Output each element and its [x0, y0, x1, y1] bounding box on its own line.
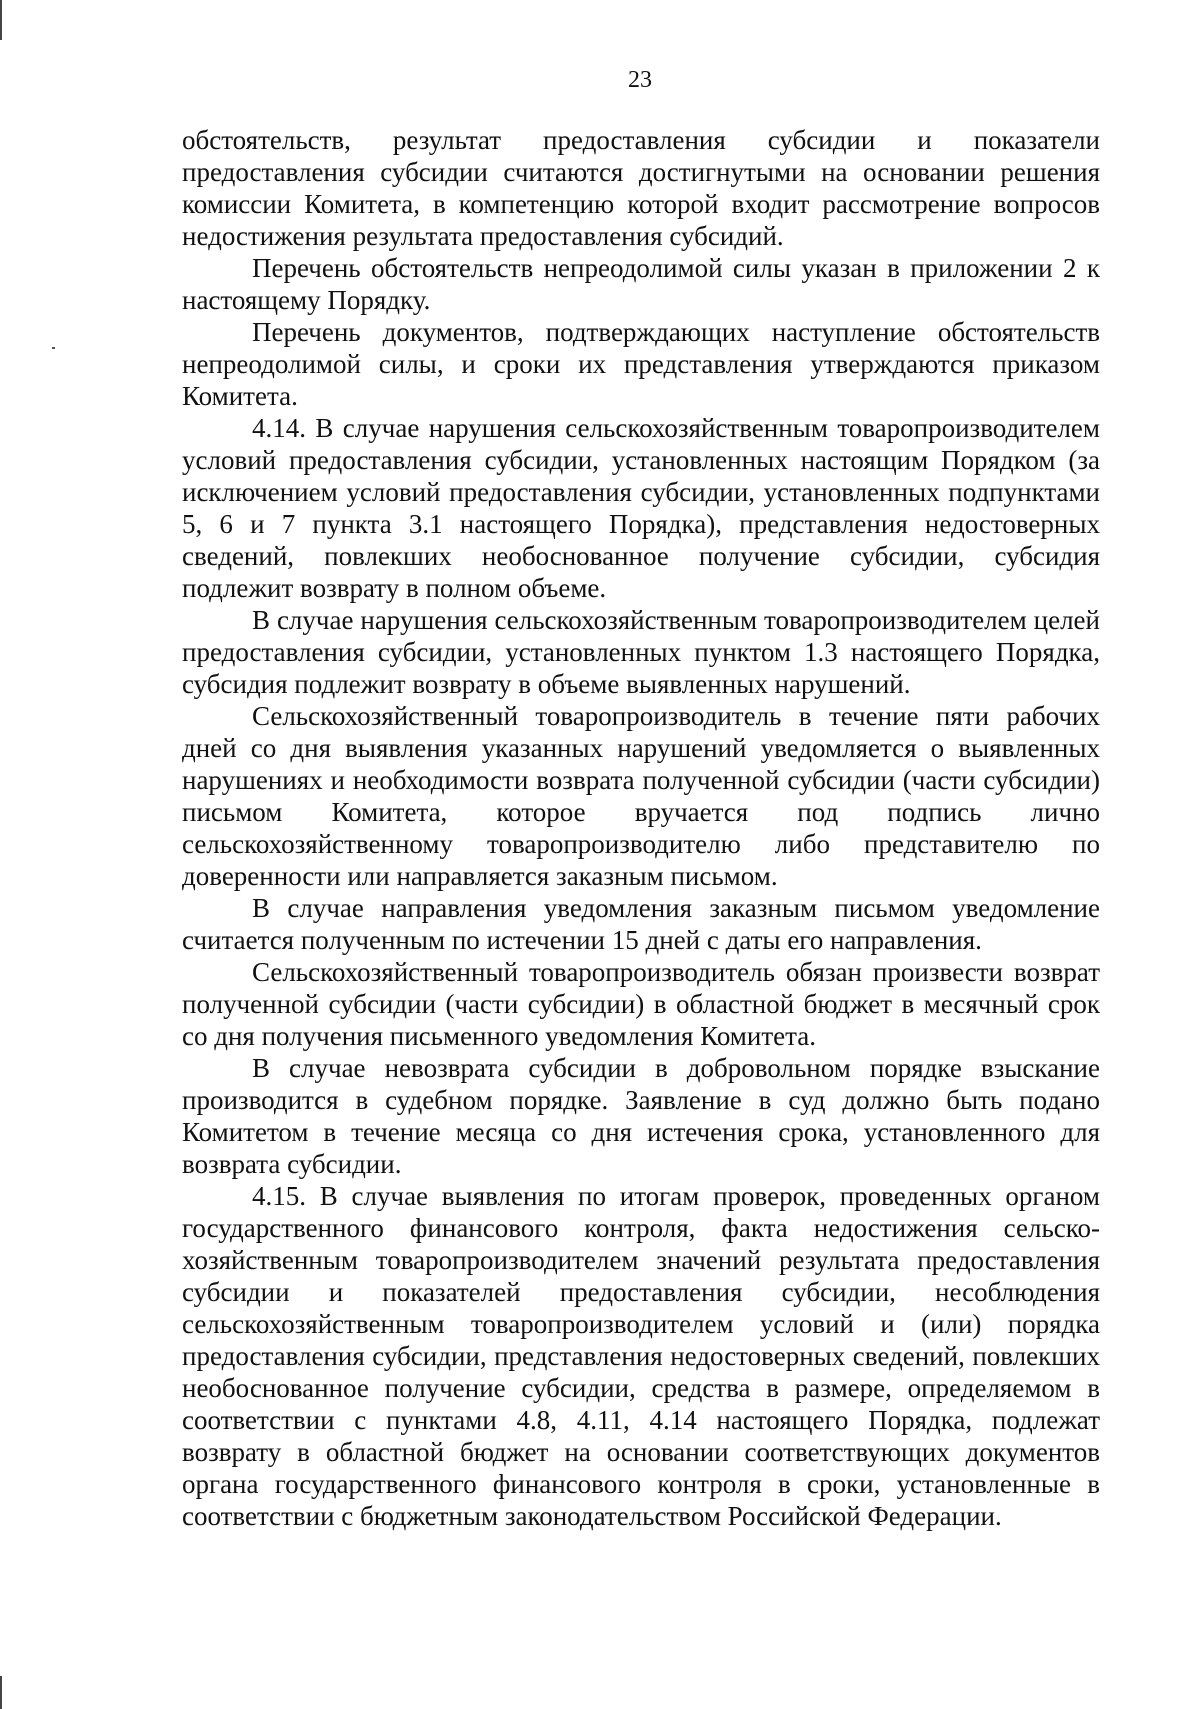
scan-edge-mark: [0, 1676, 2, 1709]
paragraph: 4.14. В случае нарушения сельскохозяйственным товаропроизводителем условий предоставления субсидии, установленных настоящим Порядком (за исключением условий предоставления субсидии, установленных подпунктами 5, 6 и 7 пункта 3.1 настоящего Порядка), представления недостоверных сведений, повлекших необоснованное получение субсидии, субсидия подлежит возврату в полном объеме.: [182, 413, 1100, 603]
paragraph: Перечень документов, подтверждающих наступление обстоятельств непреодолимой силы, и сроки их представления утверждаются приказом Комитета.: [182, 317, 1100, 411]
paragraph: В случае нарушения сельскохозяйственным товаропроизводителем целей предоставления субсидии, установленных пунктом 1.3 настоящего Порядка, субсидия подлежит возврату в объеме выявленных нарушений.: [182, 605, 1100, 699]
scan-speck: [52, 347, 55, 349]
body-text: [182, 124, 1100, 1532]
paragraph: В случае направления уведомления заказным письмом уведомление считается полученным по истечении 15 дней с даты его направления.: [182, 893, 1100, 955]
paragraph: В случае невозврата субсидии в добровольном порядке взыскание производится в судебном порядке. Заявление в суд должно быть подано Комитетом в течение месяца со дня истечения срока, установленного для возврата субсидии.: [182, 1053, 1100, 1179]
paragraph: Сельскохозяйственный товаропроизводитель обязан произвести возврат полученной субсидии (части субсидии) в областной бюджет в месячный срок со дня получения письменного уведомления Комитета.: [182, 957, 1100, 1051]
paragraph: обстоятельств, результат предоставления субсидии и показатели предоставления субсидии считаются достигнутыми на основании решения комиссии Комитета, в компетенцию которой входит рассмотрение вопросов недостижения результата предоставления субсидий.: [182, 125, 1100, 251]
page-number: 23: [628, 67, 652, 93]
paragraph: 4.15. В случае выявления по итогам проверок, проведенных органом государственного финансового контроля, факта недостижения сельскохозяйственным товаропроизводителем значений результата предоставления субсидии и показателей предоставления субсидии, несоблюдения сельскохозяйственным товаропроизводителем условий и (или) порядка предоставления субсидии, представления недостоверных сведений, повлекших необоснованное получение субсидии, средства в размере, определяемом в соответствии с пунктами 4.8, 4.11, 4.14 настоящего Порядка, подлежат возврату в областной бюджет на основании соответствующих документов органа государственного финансового контроля в сроки, установленные в соответствии с бюджетным законодательством Российской Федерации.: [182, 1181, 1100, 1531]
scan-edge-mark: [0, 0, 2, 40]
paragraph: Сельскохозяйственный товаропроизводитель в течение пяти рабочих дней со дня выявления указанных нарушений уведомляется о выявленных нарушениях и необходимости возврата полученной субсидии (части субсидии) письмом Комитета, которое вручается под подпись лично сельскохозяйственному товаропроизводителю либо представителю по доверенности или направляется заказным письмом.: [182, 701, 1100, 891]
paragraph: Перечень обстоятельств непреодолимой силы указан в приложении 2 к настоящему Порядку.: [182, 253, 1100, 315]
